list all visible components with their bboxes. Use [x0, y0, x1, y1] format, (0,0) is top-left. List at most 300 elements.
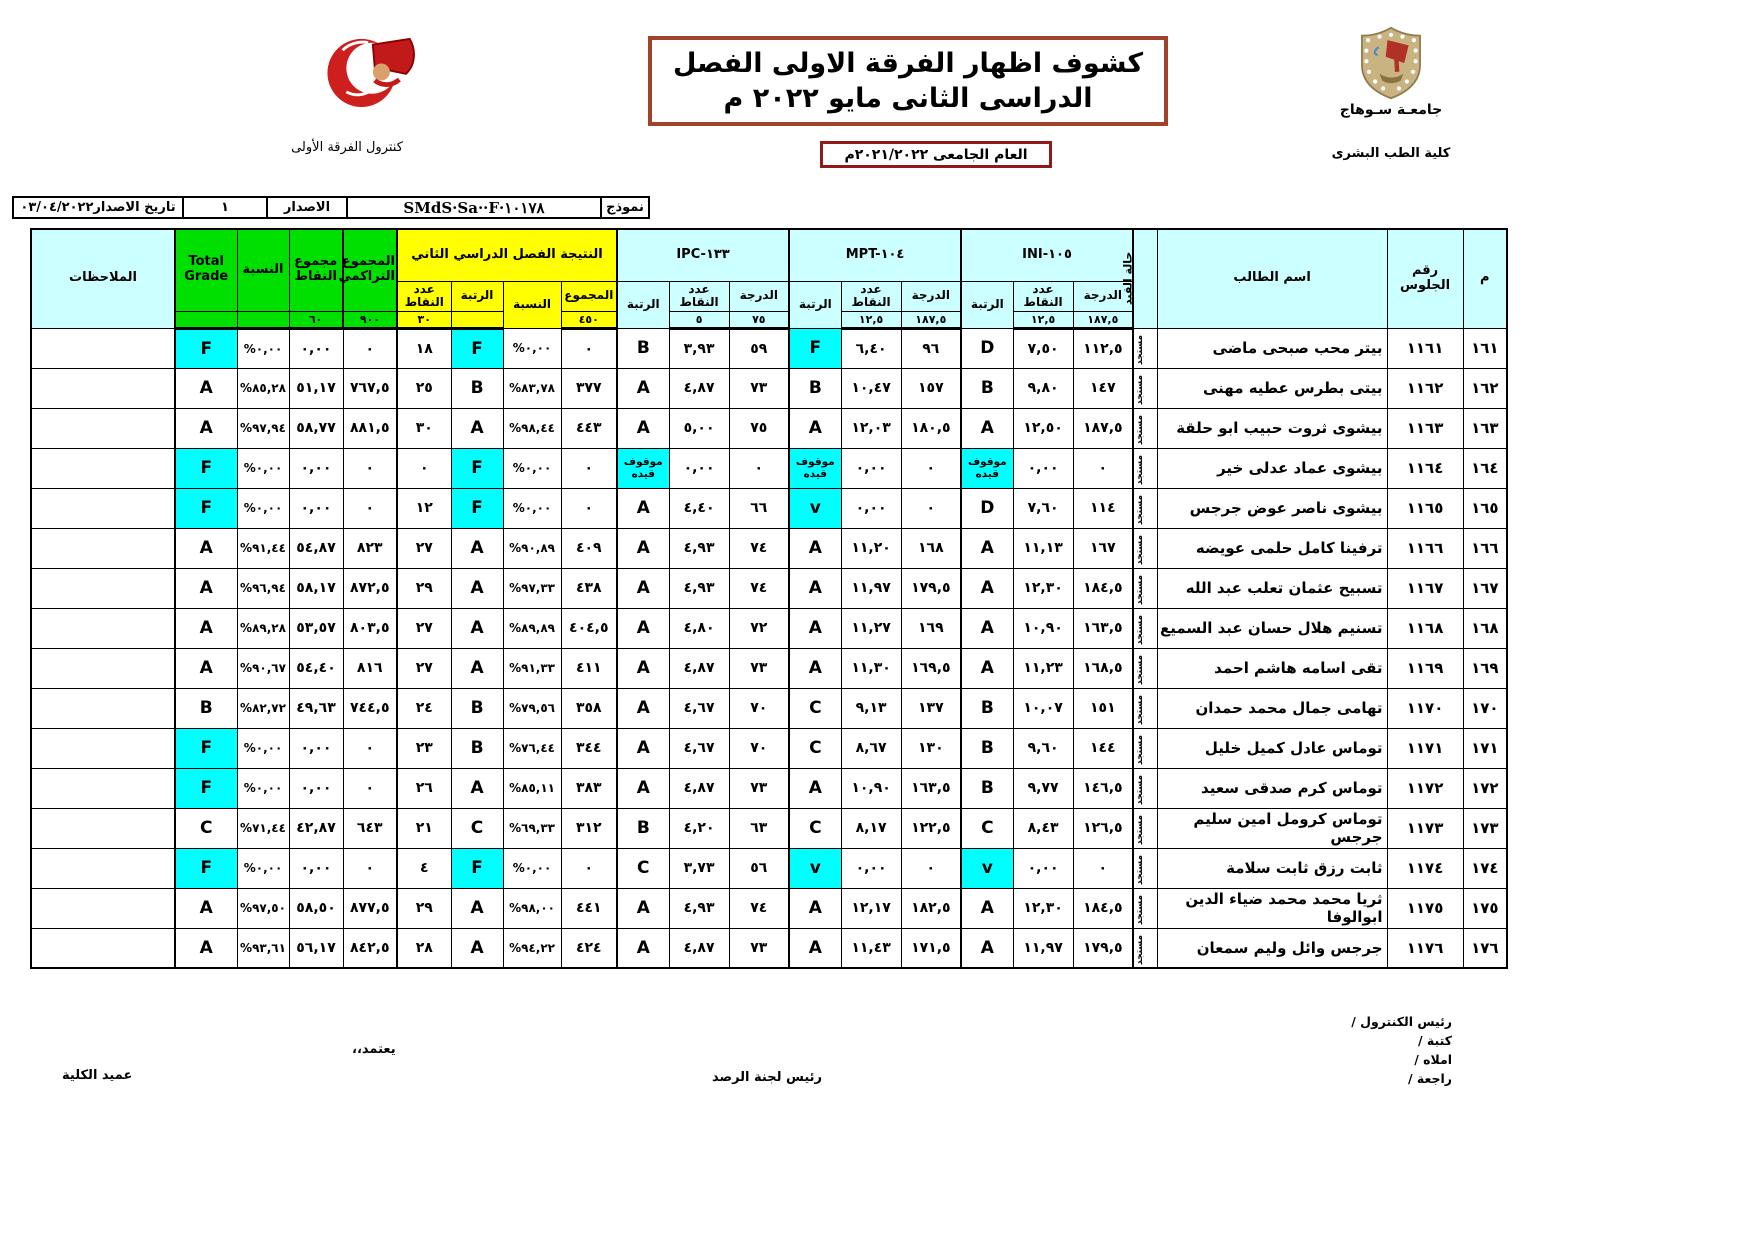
total-grade-cell: C — [175, 808, 237, 848]
ipc-rank-cell: A — [617, 888, 669, 928]
cumulative-points-cell: ٥١,١٧ — [289, 368, 343, 408]
semester-percent-cell: %٩٠,٨٩ — [503, 528, 561, 568]
cumulative-percent-cell: %٠,٠٠ — [237, 768, 289, 808]
cumulative-points-cell: ٤٩,٦٣ — [289, 688, 343, 728]
enrollment-status-cell — [1133, 448, 1157, 488]
cumulative-points-cell: ٥٨,٧٧ — [289, 408, 343, 448]
status-vertical-label: مستجد — [1135, 574, 1146, 606]
semester-total-cell: ٣٧٧ — [561, 368, 617, 408]
col-header-seat-number: رقم الجلوس — [1387, 229, 1463, 328]
mpt-grade-cell: ١٣٧ — [901, 688, 961, 728]
semester-points-cell: ٢١ — [397, 808, 451, 848]
student-row — [31, 848, 1507, 888]
student-row — [31, 648, 1507, 688]
cumulative-points-cell: ٠,٠٠ — [289, 448, 343, 488]
ini-max-grade: ١٨٧,٥ — [1073, 311, 1133, 328]
col-header-serial: م — [1463, 229, 1507, 328]
ini-grade-cell: ١٦٨,٥ — [1073, 648, 1133, 688]
mpt-points-cell: ٦,٤٠ — [841, 328, 901, 368]
ipc-rank-cell: A — [617, 368, 669, 408]
mpt-grade-header: الدرجة — [901, 281, 961, 311]
semester-total-cell: ٤١١ — [561, 648, 617, 688]
total-grade-cell: A — [175, 608, 237, 648]
cumulative-total-cell: ٨٤٢,٥ — [343, 928, 397, 968]
student-row — [31, 888, 1507, 928]
cumulative-total-cell: ٠ — [343, 328, 397, 368]
student-name-cell: ترفينا كامل حلمى عويضه — [1157, 528, 1387, 568]
status-vertical-label: مستجد — [1135, 734, 1146, 766]
ipc-rank-cell: A — [617, 408, 669, 448]
mpt-rank-cell: A — [789, 928, 841, 968]
seat-number-cell: ١١٦٥ — [1387, 488, 1463, 528]
ipc-grade-cell: ٧٤ — [729, 888, 789, 928]
semester-rank-cell: A — [451, 768, 503, 808]
cumulative-percent-cell: %٠,٠٠ — [237, 848, 289, 888]
semester-rank-spacer — [451, 311, 503, 328]
ipc-rank-cell: A — [617, 728, 669, 768]
semester-points-cell: ٢٨ — [397, 928, 451, 968]
notes-cell — [31, 728, 175, 768]
ini-rank-cell: موقوف قيده — [961, 448, 1013, 488]
semester-points-cell: ٢٧ — [397, 608, 451, 648]
status-vertical-label: مستجد — [1135, 774, 1146, 806]
serial-cell: ١٦٥ — [1463, 488, 1507, 528]
mpt-rank-cell: C — [789, 808, 841, 848]
course-header-ini: INI-١٠٥ — [961, 229, 1133, 281]
serial-cell: ١٦١ — [1463, 328, 1507, 368]
student-name-cell: بيتر محب صبحى ماضى — [1157, 328, 1387, 368]
status-vertical-label: مستجد — [1135, 494, 1146, 526]
cumulative-percent-cell: %٩٧,٥٠ — [237, 888, 289, 928]
ipc-rank-cell: B — [617, 808, 669, 848]
faculty-name: كلية الطب البشرى — [1331, 146, 1451, 161]
serial-cell: ١٦٣ — [1463, 408, 1507, 448]
semester-rank-cell: A — [451, 608, 503, 648]
semester-total-cell: ٠ — [561, 848, 617, 888]
student-row — [31, 408, 1507, 448]
serial-cell: ١٧١ — [1463, 728, 1507, 768]
ini-points-cell: ٠,٠٠ — [1013, 848, 1073, 888]
student-name-cell: تسبيح عثمان تعلب عبد الله — [1157, 568, 1387, 608]
semester-percent-cell: %٨٣,٧٨ — [503, 368, 561, 408]
cumulative-max-points: ٦٠ — [289, 311, 343, 328]
ini-rank-cell: B — [961, 728, 1013, 768]
student-name-cell: توماس كرومل امين سليم جرجس — [1157, 808, 1387, 848]
mpt-points-header: عدد النقاط — [841, 281, 901, 311]
semester-percent-cell: %٠,٠٠ — [503, 328, 561, 368]
cumulative-max-total: ٩٠٠ — [343, 311, 397, 328]
total-grade-cell: F — [175, 848, 237, 888]
mpt-grade-cell: ١٥٧ — [901, 368, 961, 408]
notes-cell — [31, 848, 175, 888]
mpt-rank-cell: F — [789, 328, 841, 368]
student-name-cell: بيشوى ناصر عوض جرجس — [1157, 488, 1387, 528]
cumulative-total-cell: ٠ — [343, 728, 397, 768]
mpt-points-cell: ١١,٢٠ — [841, 528, 901, 568]
results-table — [30, 228, 1508, 969]
status-vertical-label: مستجد — [1135, 894, 1146, 926]
cumulative-percent-cell: %٩١,٤٤ — [237, 528, 289, 568]
student-name-cell: توماس كرم صدقى سعيد — [1157, 768, 1387, 808]
semester-total-cell: ٤٣٨ — [561, 568, 617, 608]
student-name-cell: توماس عادل كميل خليل — [1157, 728, 1387, 768]
seat-number-cell: ١١٦١ — [1387, 328, 1463, 368]
semester-percent-cell: %٩٤,٢٢ — [503, 928, 561, 968]
mpt-grade-cell: ١٧١,٥ — [901, 928, 961, 968]
mpt-points-cell: ١٢,١٧ — [841, 888, 901, 928]
seat-number-cell: ١١٦٩ — [1387, 648, 1463, 688]
semester-percent-cell: %٠,٠٠ — [503, 488, 561, 528]
ipc-points-cell: ٤,٩٣ — [669, 568, 729, 608]
notes-cell — [31, 768, 175, 808]
ipc-points-cell: ٤,٨٧ — [669, 768, 729, 808]
semester-points-cell: ٢٩ — [397, 888, 451, 928]
cumulative-percent-cell: %٨٥,٢٨ — [237, 368, 289, 408]
mpt-points-cell: ١٢,٠٣ — [841, 408, 901, 448]
semester-total-cell: ٣١٢ — [561, 808, 617, 848]
serial-cell: ١٧٣ — [1463, 808, 1507, 848]
mpt-rank-cell: A — [789, 568, 841, 608]
ipc-points-header: عدد النقاط — [669, 281, 729, 311]
ini-max-points: ١٢,٥ — [1013, 311, 1073, 328]
semester-rank-cell: B — [451, 728, 503, 768]
ipc-rank-header: الرتبة — [617, 281, 669, 328]
total-grade-cell: A — [175, 888, 237, 928]
issue-date-label: تاريخ الاصدار — [93, 200, 176, 215]
semester-percent-cell: %٩٧,٣٣ — [503, 568, 561, 608]
cumulative-points-cell: ٥٤,٤٠ — [289, 648, 343, 688]
seat-number-cell: ١١٦٢ — [1387, 368, 1463, 408]
ini-grade-cell: ٠ — [1073, 448, 1133, 488]
cumulative-points-cell: ٠,٠٠ — [289, 328, 343, 368]
notes-cell — [31, 368, 175, 408]
cumulative-total-header: المجموع التراكمي — [343, 229, 397, 311]
status-vertical-label: مستجد — [1135, 334, 1146, 366]
ini-points-cell: ١١,١٣ — [1013, 528, 1073, 568]
ipc-rank-cell: A — [617, 688, 669, 728]
ipc-grade-cell: ٧٤ — [729, 528, 789, 568]
semester-points-cell: ١٨ — [397, 328, 451, 368]
approval-line: يعتمد،، — [352, 1042, 396, 1057]
semester-rank-cell: B — [451, 368, 503, 408]
cumulative-total-cell: ٠ — [343, 848, 397, 888]
mpt-rank-cell: A — [789, 648, 841, 688]
semester-rank-cell: A — [451, 408, 503, 448]
dictation-line: املاه / — [1414, 1052, 1452, 1067]
mpt-grade-cell: ١٨٢,٥ — [901, 888, 961, 928]
student-name-cell: ثريا محمد محمد ضياء الدين ابوالوفا — [1157, 888, 1387, 928]
semester-total-cell: ٤٢٤ — [561, 928, 617, 968]
mpt-grade-cell: ٠ — [901, 488, 961, 528]
ini-points-header: عدد النقاط — [1013, 281, 1073, 311]
semester-percent-cell: %٠,٠٠ — [503, 448, 561, 488]
cumulative-percent-header: النسبة — [237, 229, 289, 311]
student-row — [31, 488, 1507, 528]
enrollment-status-cell — [1133, 328, 1157, 368]
semester-total-cell: ٣٥٨ — [561, 688, 617, 728]
serial-cell: ١٦٧ — [1463, 568, 1507, 608]
ipc-rank-cell: موقوف قيده — [617, 448, 669, 488]
total-grade-cell: A — [175, 568, 237, 608]
ipc-rank-cell: B — [617, 328, 669, 368]
total-grade-cell: F — [175, 768, 237, 808]
student-row — [31, 808, 1507, 848]
semester-points-cell: ٢٦ — [397, 768, 451, 808]
student-row — [31, 928, 1507, 968]
enrollment-status-cell — [1133, 808, 1157, 848]
total-grade-spacer — [175, 311, 237, 328]
semester-rank-cell: A — [451, 928, 503, 968]
mpt-points-cell: ١٠,٤٧ — [841, 368, 901, 408]
ini-points-cell: ٩,٨٠ — [1013, 368, 1073, 408]
mpt-rank-cell: C — [789, 728, 841, 768]
mpt-rank-cell: v — [789, 848, 841, 888]
cumulative-points-cell: ٥٣,٥٧ — [289, 608, 343, 648]
ipc-points-cell: ٤,٨٠ — [669, 608, 729, 648]
cumulative-total-cell: ٨٧٢,٥ — [343, 568, 397, 608]
total-grade-cell: F — [175, 448, 237, 488]
semester-points-cell: ٢٩ — [397, 568, 451, 608]
cumulative-points-cell: ٤٢,٨٧ — [289, 808, 343, 848]
enrollment-status-cell — [1133, 528, 1157, 568]
ipc-max-grade: ٧٥ — [729, 311, 789, 328]
total-grade-cell: A — [175, 528, 237, 568]
medicine-crescent-logo-icon — [318, 26, 422, 118]
mpt-points-cell: ١١,٢٧ — [841, 608, 901, 648]
student-row — [31, 328, 1507, 368]
total-grade-cell: A — [175, 928, 237, 968]
mpt-rank-header: الرتبة — [789, 281, 841, 328]
ini-rank-cell: B — [961, 688, 1013, 728]
enrollment-status-cell — [1133, 848, 1157, 888]
seat-number-cell: ١١٦٣ — [1387, 408, 1463, 448]
ipc-points-cell: ٤,٨٧ — [669, 648, 729, 688]
ipc-points-cell: ٤,٨٧ — [669, 928, 729, 968]
ipc-points-cell: ٤,٦٧ — [669, 728, 729, 768]
cumulative-points-cell: ٥٤,٨٧ — [289, 528, 343, 568]
ini-rank-cell: v — [961, 848, 1013, 888]
enrollment-status-cell — [1133, 608, 1157, 648]
ipc-points-cell: ٤,٦٧ — [669, 688, 729, 728]
semester-total-cell: ٤٤١ — [561, 888, 617, 928]
cumulative-points-cell: ٠,٠٠ — [289, 728, 343, 768]
ipc-rank-cell: A — [617, 648, 669, 688]
ipc-points-cell: ٤,٢٠ — [669, 808, 729, 848]
notes-header: الملاحظات — [31, 229, 175, 328]
total-grade-cell: F — [175, 728, 237, 768]
semester-rank-cell: A — [451, 648, 503, 688]
issue-date-cell — [14, 198, 182, 217]
cumulative-percent-cell: %٩٣,٦١ — [237, 928, 289, 968]
ipc-points-cell: ٤,٤٠ — [669, 488, 729, 528]
ipc-max-points: ٥ — [669, 311, 729, 328]
dean-line: عميد الكلية — [62, 1068, 133, 1083]
semester-rank-header: الرتبة — [451, 281, 503, 311]
ipc-grade-cell: ٠ — [729, 448, 789, 488]
sheet-title-line1: كشوف اظهار الفرقة الاولى الفصل — [672, 48, 1144, 79]
mpt-grade-cell: ١٦٨ — [901, 528, 961, 568]
mpt-grade-cell: ٩٦ — [901, 328, 961, 368]
ini-points-cell: ٩,٧٧ — [1013, 768, 1073, 808]
mpt-rank-cell: A — [789, 528, 841, 568]
ipc-rank-cell: A — [617, 568, 669, 608]
cumulative-points-header: مجموع النقاط — [289, 229, 343, 311]
student-row — [31, 528, 1507, 568]
seat-number-cell: ١١٧٠ — [1387, 688, 1463, 728]
status-vertical-label: مستجد — [1135, 934, 1146, 965]
ini-grade-cell: ١٦٧ — [1073, 528, 1133, 568]
ini-grade-cell: ١٦٣,٥ — [1073, 608, 1133, 648]
semester-max-total: ٤٥٠ — [561, 311, 617, 328]
ipc-grade-cell: ٧٠ — [729, 688, 789, 728]
ipc-grade-cell: ٧٤ — [729, 568, 789, 608]
ini-grade-cell: ١٨٤,٥ — [1073, 568, 1133, 608]
footer-right-signatures — [1351, 1012, 1452, 1088]
enrollment-status-cell — [1133, 568, 1157, 608]
ipc-rank-cell: C — [617, 848, 669, 888]
col-header-student-name: اسم الطالب — [1157, 229, 1387, 328]
mpt-rank-cell: A — [789, 888, 841, 928]
ipc-points-cell: ٥,٠٠ — [669, 408, 729, 448]
ini-points-cell: ٨,٤٣ — [1013, 808, 1073, 848]
semester-percent-cell: %٨٩,٨٩ — [503, 608, 561, 648]
mpt-points-cell: ١٠,٩٠ — [841, 768, 901, 808]
semester-rank-cell: B — [451, 688, 503, 728]
ini-rank-cell: A — [961, 888, 1013, 928]
total-grade-cell: A — [175, 368, 237, 408]
mpt-rank-cell: A — [789, 608, 841, 648]
semester-rank-cell: F — [451, 848, 503, 888]
serial-cell: ١٦٤ — [1463, 448, 1507, 488]
notes-cell — [31, 328, 175, 368]
ini-rank-cell: A — [961, 608, 1013, 648]
ini-rank-cell: A — [961, 928, 1013, 968]
ipc-grade-cell: ٧٢ — [729, 608, 789, 648]
student-row — [31, 448, 1507, 488]
semester-max-points: ٣٠ — [397, 311, 451, 328]
ini-rank-cell: D — [961, 328, 1013, 368]
course-header-ipc: IPC-١٣٣ — [617, 229, 789, 281]
mpt-points-cell: ٨,١٧ — [841, 808, 901, 848]
student-row — [31, 608, 1507, 648]
semester-total-cell: ٣٨٣ — [561, 768, 617, 808]
ini-grade-cell: ١٤٦,٥ — [1073, 768, 1133, 808]
cumulative-total-cell: ٨٠٣,٥ — [343, 608, 397, 648]
semester-percent-cell: %٦٩,٣٣ — [503, 808, 561, 848]
serial-cell: ١٧٤ — [1463, 848, 1507, 888]
ipc-points-cell: ٣,٩٣ — [669, 328, 729, 368]
semester-total-cell: ٣٤٤ — [561, 728, 617, 768]
serial-cell: ١٦٩ — [1463, 648, 1507, 688]
seat-number-cell: ١١٦٤ — [1387, 448, 1463, 488]
ipc-rank-cell: A — [617, 528, 669, 568]
mpt-points-cell: ١١,٩٧ — [841, 568, 901, 608]
serial-cell: ١٦٦ — [1463, 528, 1507, 568]
ipc-grade-cell: ٧٣ — [729, 648, 789, 688]
mpt-points-cell: ٠,٠٠ — [841, 488, 901, 528]
mpt-grade-cell: ٠ — [901, 848, 961, 888]
cumulative-percent-cell: %٠,٠٠ — [237, 488, 289, 528]
form-info-bar — [12, 196, 650, 219]
cumulative-points-cell: ٥٦,١٧ — [289, 928, 343, 968]
serial-cell: ١٧٦ — [1463, 928, 1507, 968]
enrollment-status-cell — [1133, 728, 1157, 768]
cumulative-percent-spacer — [237, 311, 289, 328]
status-vertical-label: مستجد — [1135, 854, 1146, 886]
monitoring-head-line: رئيس لجنة الرصد — [712, 1070, 823, 1085]
ini-rank-cell: D — [961, 488, 1013, 528]
serial-cell: ١٧٠ — [1463, 688, 1507, 728]
mpt-max-points: ١٢,٥ — [841, 311, 901, 328]
ini-grade-cell: ١٥١ — [1073, 688, 1133, 728]
cumulative-percent-cell: %٩٦,٩٤ — [237, 568, 289, 608]
status-vertical-label: مستجد — [1135, 534, 1146, 566]
cumulative-points-cell: ٥٨,٥٠ — [289, 888, 343, 928]
status-vertical-label: مستجد — [1135, 694, 1146, 726]
enrollment-status-cell — [1133, 368, 1157, 408]
ipc-grade-header: الدرجة — [729, 281, 789, 311]
enrollment-status-vertical-label: حالة القيد — [1121, 251, 1135, 306]
cumulative-percent-cell: %٧١,٤٤ — [237, 808, 289, 848]
ipc-rank-cell: A — [617, 488, 669, 528]
ini-grade-cell: ٠ — [1073, 848, 1133, 888]
cumulative-total-cell: ٨١٦ — [343, 648, 397, 688]
semester-points-cell: ٤ — [397, 848, 451, 888]
notes-cell — [31, 408, 175, 448]
cumulative-total-cell: ٨٢٣ — [343, 528, 397, 568]
student-name-cell: بيشوى ثروت حبيب ابو حلقة — [1157, 408, 1387, 448]
cumulative-percent-cell: %٩٧,٩٤ — [237, 408, 289, 448]
cumulative-points-cell: ٠,٠٠ — [289, 848, 343, 888]
academic-year-box: العام الجامعى ٢٠٢١/٢٠٢٢م — [820, 141, 1052, 168]
control-head-line: رئيس الكنترول / — [1351, 1014, 1452, 1029]
ini-grade-cell: ١٨٤,٥ — [1073, 888, 1133, 928]
semester-points-cell: ٢٧ — [397, 648, 451, 688]
semester-percent-header: النسبة — [503, 281, 561, 328]
semester-points-cell: ٠ — [397, 448, 451, 488]
ini-rank-cell: C — [961, 808, 1013, 848]
issue-number-label: الاصدار — [266, 198, 346, 217]
semester-total-cell: ٤٠٩ — [561, 528, 617, 568]
seat-number-cell: ١١٧١ — [1387, 728, 1463, 768]
ini-points-cell: ١١,٩٧ — [1013, 928, 1073, 968]
ipc-grade-cell: ٧٣ — [729, 368, 789, 408]
student-name-cell: تسنيم هلال حسان عبد السميع — [1157, 608, 1387, 648]
ini-rank-cell: A — [961, 568, 1013, 608]
semester-rank-cell: F — [451, 488, 503, 528]
ini-grade-cell: ١١٤ — [1073, 488, 1133, 528]
sohag-university-logo-icon — [1352, 26, 1430, 100]
ini-grade-cell: ١٧٩,٥ — [1073, 928, 1133, 968]
semester-points-cell: ٢٥ — [397, 368, 451, 408]
ipc-points-cell: ٤,٩٣ — [669, 888, 729, 928]
notes-cell — [31, 888, 175, 928]
student-name-cell: جرجس وائل وليم سمعان — [1157, 928, 1387, 968]
sheet-title-box — [648, 36, 1168, 126]
semester-rank-cell: A — [451, 528, 503, 568]
status-vertical-label: مستجد — [1135, 374, 1146, 406]
mpt-grade-cell: ١٣٠ — [901, 728, 961, 768]
ini-points-cell: ٧,٥٠ — [1013, 328, 1073, 368]
seat-number-cell: ١١٧٢ — [1387, 768, 1463, 808]
semester-total-header: المجموع — [561, 281, 617, 311]
semester-points-cell: ٢٣ — [397, 728, 451, 768]
ini-grade-cell: ١٤٤ — [1073, 728, 1133, 768]
cumulative-total-cell: ٧٦٧,٥ — [343, 368, 397, 408]
ipc-grade-cell: ٦٦ — [729, 488, 789, 528]
student-row — [31, 688, 1507, 728]
semester-percent-cell: %٨٥,١١ — [503, 768, 561, 808]
